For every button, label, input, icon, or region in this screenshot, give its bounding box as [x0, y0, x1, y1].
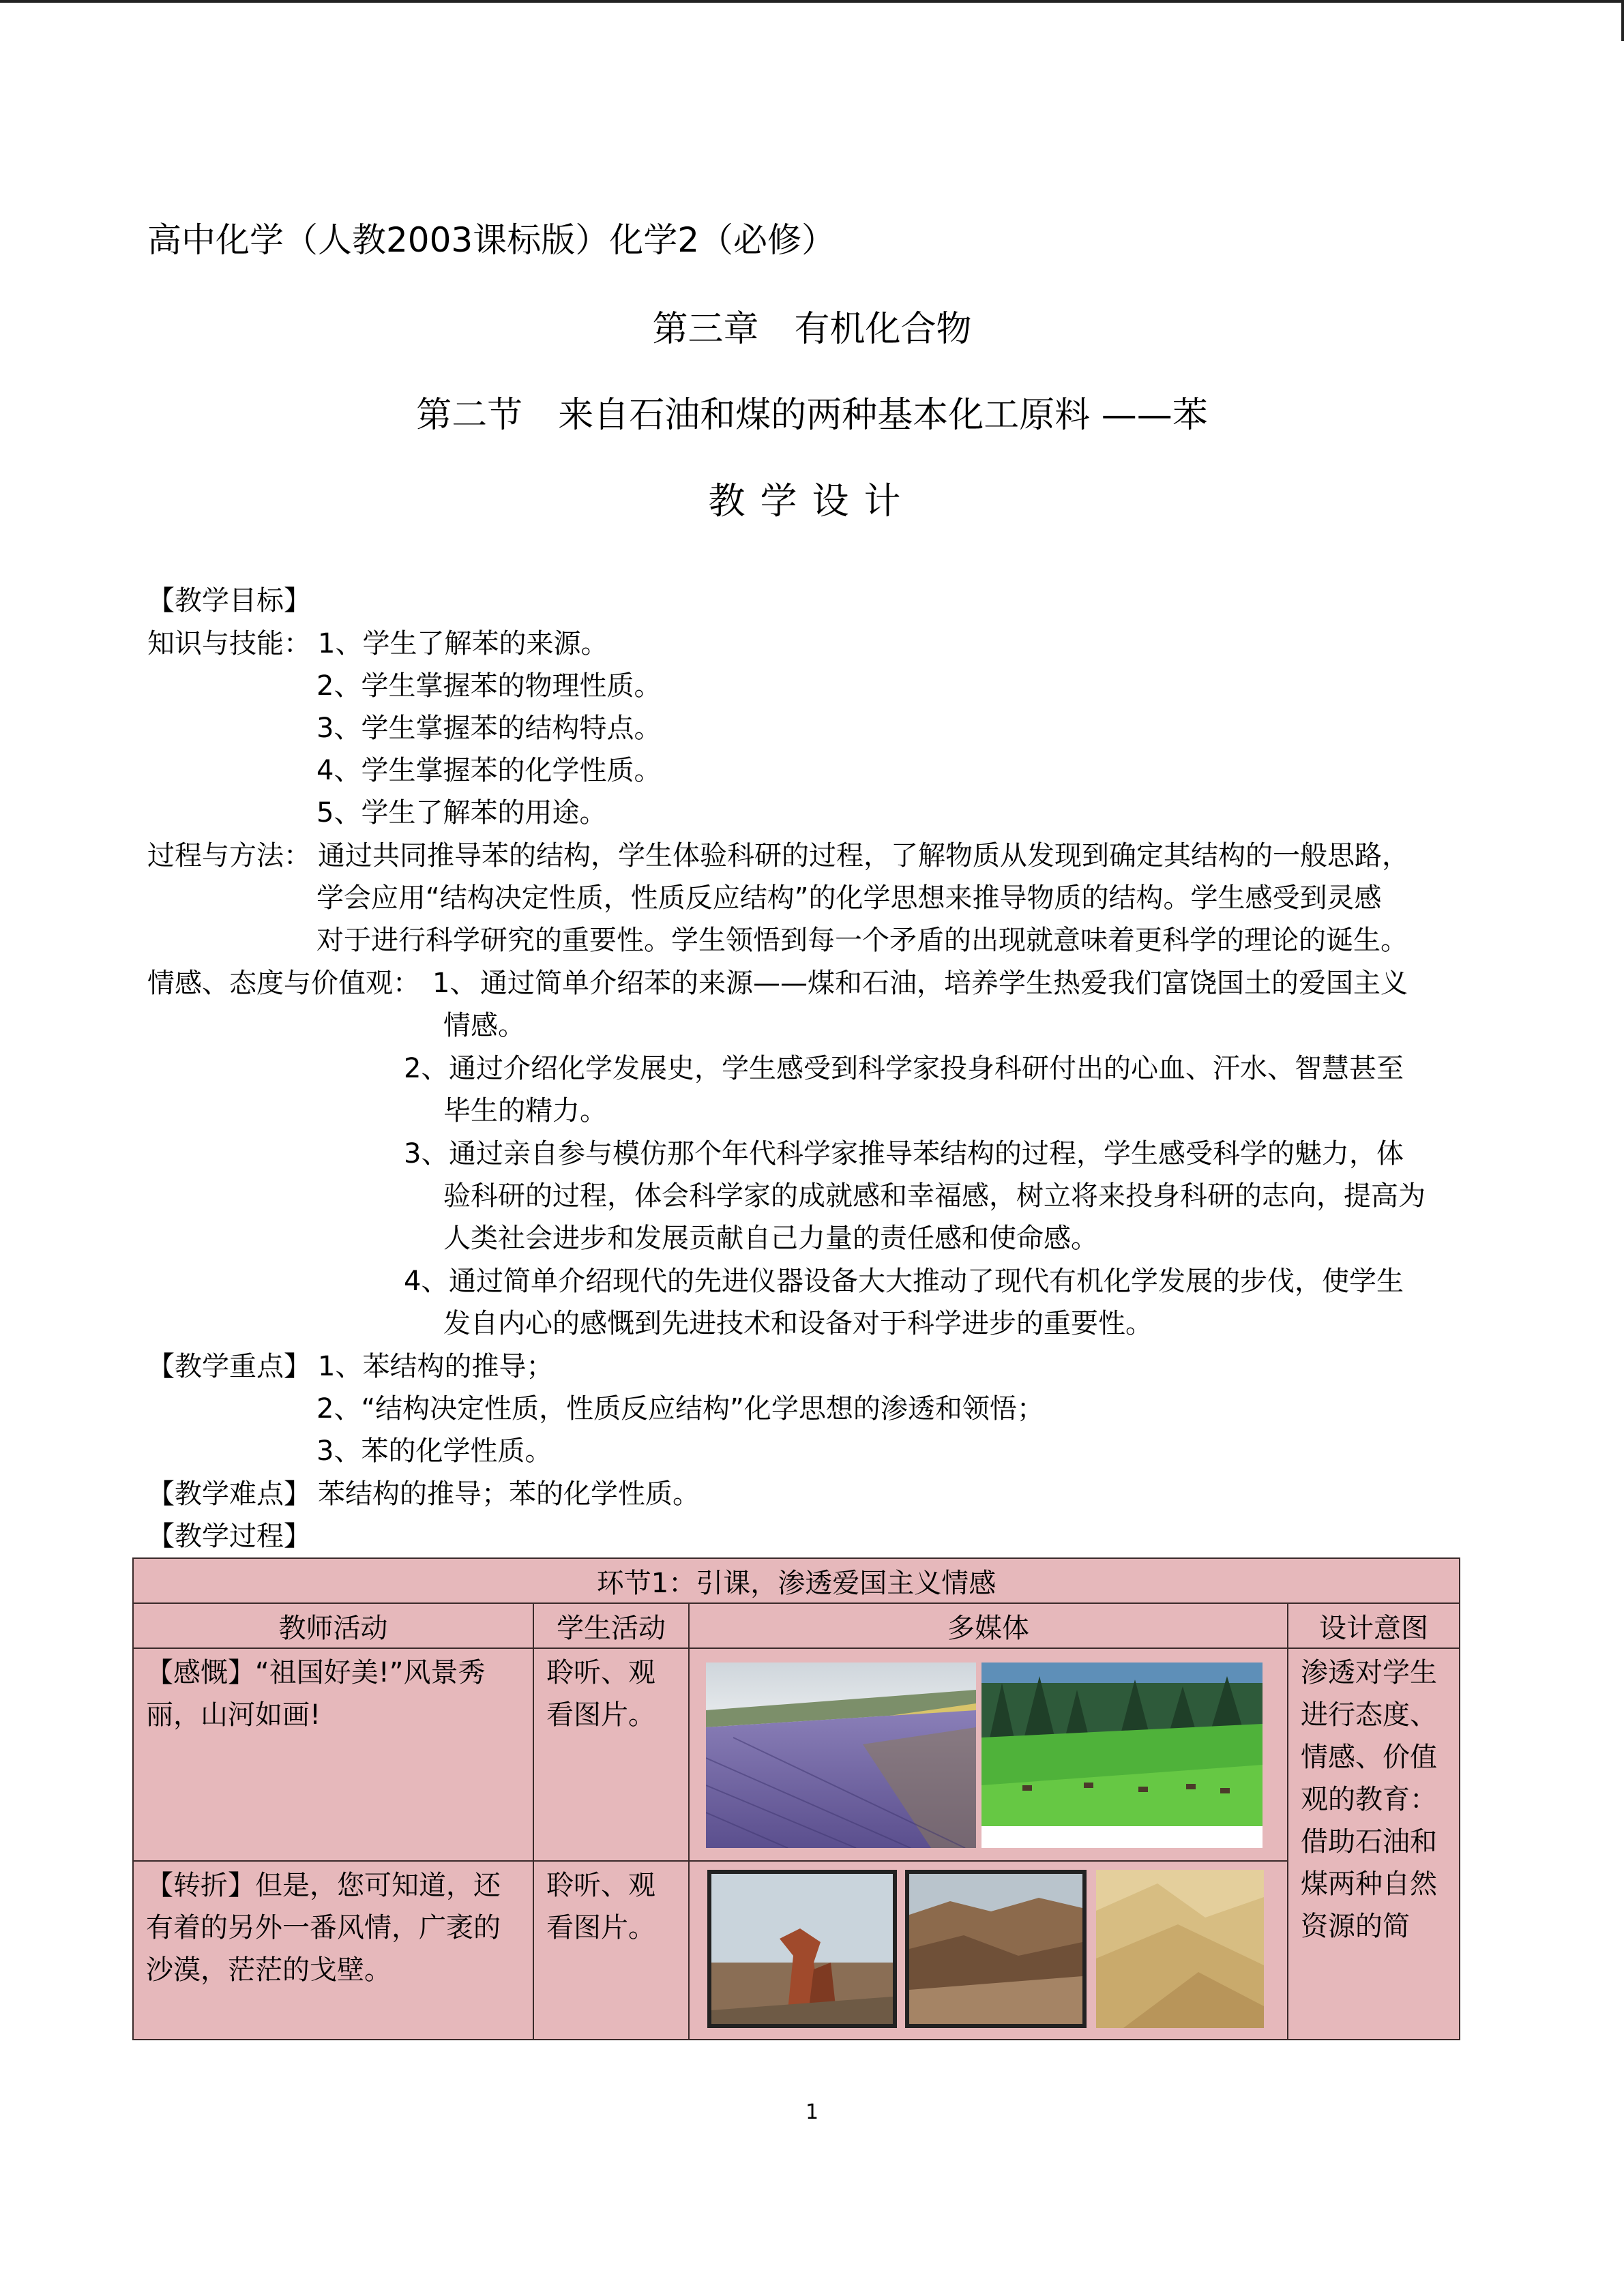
knowledge-item: 5、学生了解苯的用途。	[316, 797, 607, 829]
table-row	[133, 1648, 1460, 1861]
difficulties-text: 苯结构的推导；苯的化学性质。	[318, 1478, 700, 1510]
key-point-item: 3、苯的化学性质。	[316, 1435, 552, 1467]
stage-title: 环节1：引课，渗透爱国主义情感	[133, 1558, 1460, 1603]
multimedia-images	[690, 1862, 1287, 2039]
values-item-line: 通过简单介绍现代的先进仪器设备大大推动了现代有机化学发展的步伐，使学生	[449, 1266, 1404, 1297]
values-label: 情感、态度与价值观：	[147, 968, 420, 999]
values-item-line: 通过简单介绍苯的来源——煤和石油，培养学生热爱我们富饶国土的爱国主义	[480, 968, 1408, 999]
knowledge-item: 3、学生掌握苯的结构特点。	[316, 713, 662, 744]
values-item-number: 2、	[404, 1053, 449, 1084]
values-item-number: 3、	[404, 1138, 449, 1169]
rock-formation-photo	[707, 1870, 897, 2028]
process-line: 通过共同推导苯的结构，学生体验科研的过程，了解物质从发现到确定其结构的一般思路，	[318, 840, 1409, 871]
chapter-title: 第三章 有机化合物	[652, 309, 972, 350]
key-points-label: 【教学重点】	[147, 1351, 311, 1382]
process-heading: 【教学过程】	[147, 1521, 311, 1552]
process-line: 学会应用“结构决定性质，性质反应结构”的化学思想来推导物质的结构。学生感受到灵感	[316, 882, 1382, 914]
top-border-line	[0, 0, 1624, 3]
knowledge-label: 知识与技能：	[147, 628, 311, 659]
column-header-student: 学生活动	[533, 1603, 689, 1648]
values-item-line: 毕生的精力。	[443, 1095, 607, 1127]
table-row	[133, 1861, 1460, 2040]
lavender-field-photo	[706, 1663, 976, 1848]
difficulties-label: 【教学难点】	[147, 1478, 311, 1510]
green-grassland-photo	[981, 1663, 1263, 1848]
knowledge-item: 1、学生了解苯的来源。	[318, 628, 608, 659]
column-header-teacher: 教师活动	[133, 1603, 533, 1648]
teacher-activity: 【转折】但是，您可知道，还有着的另外一番风情，广袤的沙漠，茫茫的戈壁。	[146, 1870, 501, 1986]
values-item-number: 1、	[432, 968, 477, 999]
objectives-heading: 【教学目标】	[147, 585, 311, 616]
column-header-design-intent: 设计意图	[1288, 1603, 1460, 1648]
right-border-line	[1621, 0, 1624, 41]
page-number: 1	[805, 2100, 819, 2124]
knowledge-item: 2、学生掌握苯的物理性质。	[316, 670, 662, 702]
values-item-line: 人类社会进步和发展贡献自己力量的责任感和使命感。	[443, 1223, 1098, 1254]
series-title: 高中化学（人教2003课标版）化学2（必修）	[147, 220, 836, 260]
values-item-line: 情感。	[443, 1010, 525, 1041]
key-point-item: 2、“结构决定性质，性质反应结构”化学思想的渗透和领悟；	[316, 1393, 1044, 1425]
student-activity: 聆听、观看图片。	[546, 1870, 655, 1943]
values-item-number: 4、	[404, 1266, 449, 1297]
sand-dunes-photo	[1096, 1870, 1264, 2028]
teaching-process-table	[132, 1557, 1460, 2040]
knowledge-item: 4、学生掌握苯的化学性质。	[316, 755, 662, 786]
gobi-desert-photo	[905, 1870, 1087, 2028]
process-label: 过程与方法：	[147, 840, 311, 871]
column-header-multimedia: 多媒体	[689, 1603, 1288, 1648]
values-item-line: 发自内心的感慨到先进技术和设备对于科学进步的重要性。	[443, 1308, 1153, 1339]
values-item-line: 通过介绍化学发展史，学生感受到科学家投身科研付出的心血、汗水、智慧甚至	[449, 1053, 1404, 1084]
section-title: 第二节 来自石油和煤的两种基本化工原料 ——苯	[416, 395, 1208, 436]
teacher-activity: 【感慨】“祖国好美!”风景秀丽，山河如画!	[146, 1657, 486, 1731]
design-title: 教学设计	[708, 479, 916, 522]
design-intent-text: 渗透对学生进行态度、情感、价值观的教育：借助石油和煤两种自然资源的简	[1301, 1657, 1437, 1942]
values-item-line: 验科研的过程，体会科学家的成就感和幸福感，树立将来投身科研的志向，提高为	[443, 1180, 1426, 1212]
process-line: 对于进行科学研究的重要性。学生领悟到每一个矛盾的出现就意味着更科学的理论的诞生。	[316, 925, 1408, 956]
key-point-item: 1、苯结构的推导；	[318, 1351, 554, 1382]
values-item-line: 通过亲自参与模仿那个年代科学家推导苯结构的过程，学生感受科学的魅力，体	[449, 1138, 1404, 1169]
student-activity: 聆听、观看图片。	[546, 1657, 655, 1731]
multimedia-images	[690, 1649, 1287, 1860]
